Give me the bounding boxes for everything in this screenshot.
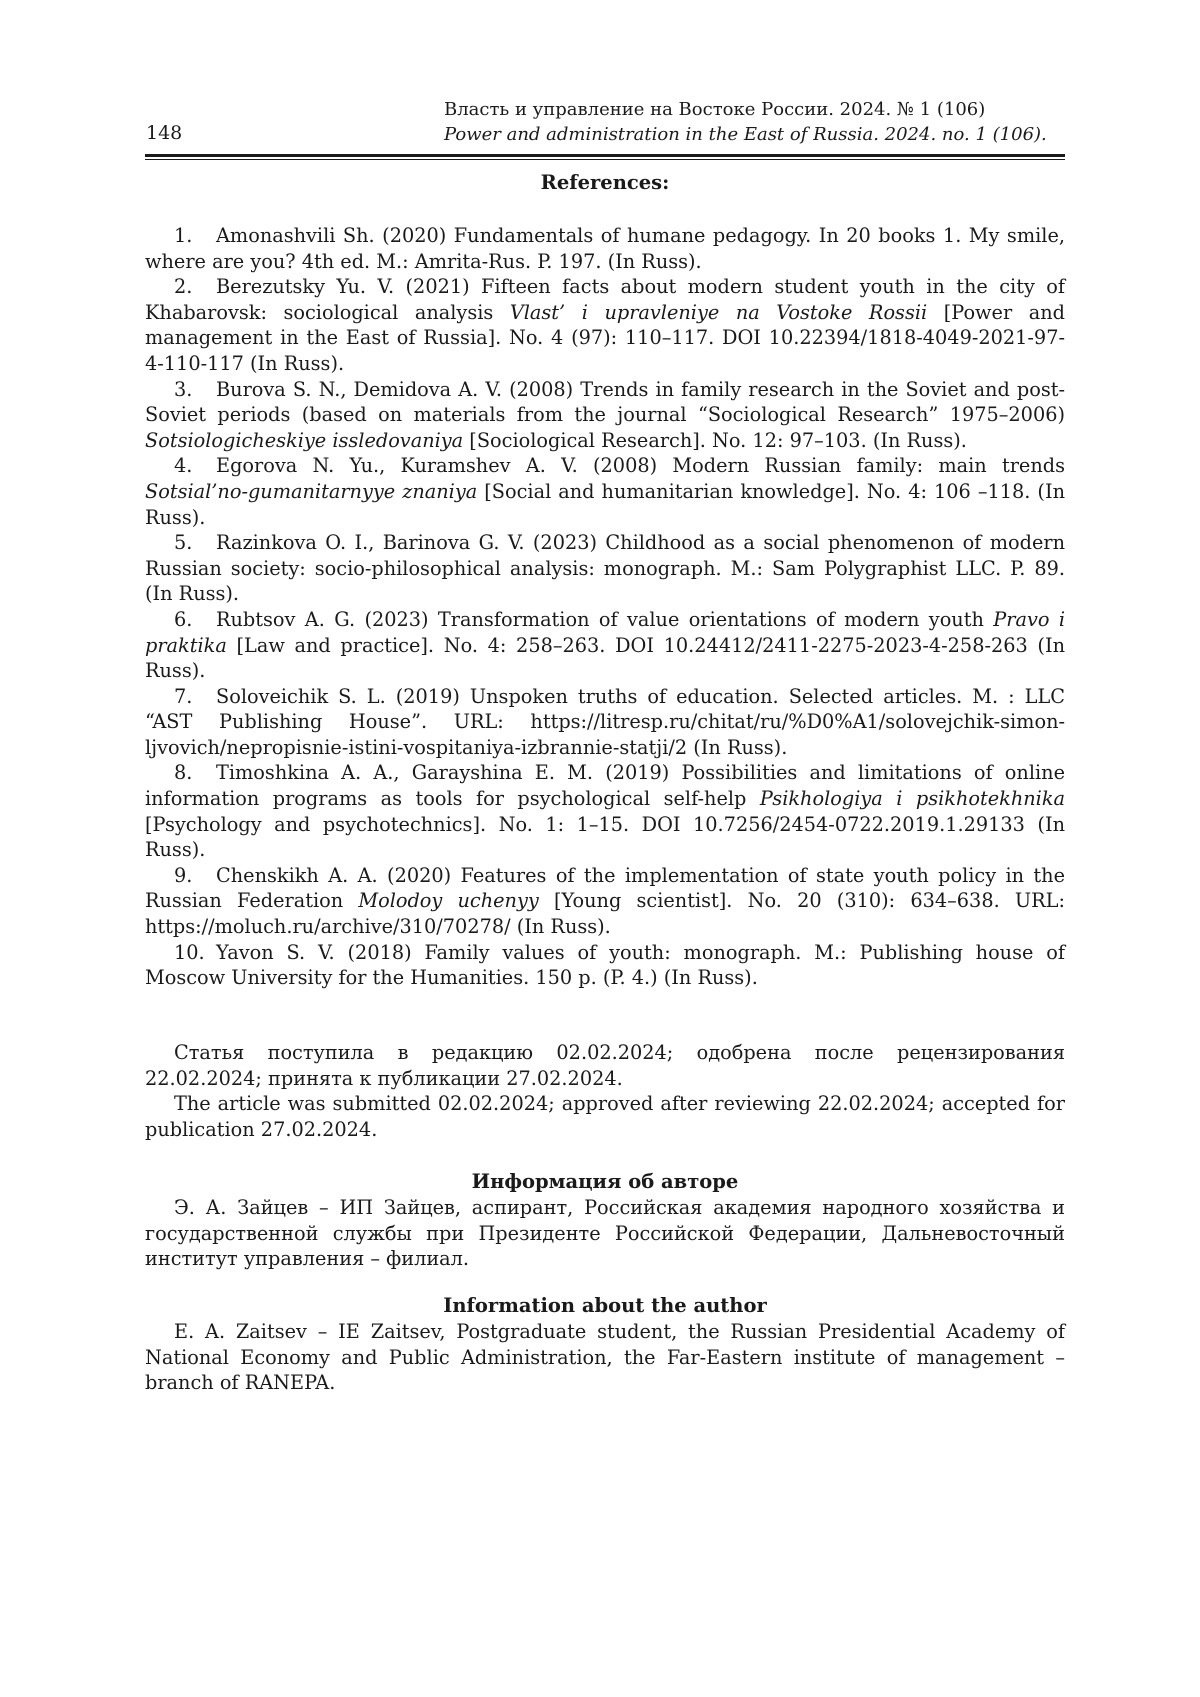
reference-text: Egorova N. Yu., Kuramshev A. V. (2008) Modern Russian family: main trends bbox=[216, 454, 1065, 478]
running-header bbox=[444, 97, 1064, 147]
reference-item bbox=[145, 863, 1065, 940]
reference-text: Rubtsov A. G. (2023) Transformation of value orientations of modern youth bbox=[216, 607, 994, 631]
reference-text-tail: [Social and humanitarian knowledge]. No. 4: 106 –118. (In Russ). bbox=[145, 479, 1065, 529]
reference-text: Timoshkina A. A., Garayshina E. M. (2019) Possibilities and limitations of online information programs as tools for psychological self-help bbox=[145, 761, 1065, 811]
author-heading-ru: Информация об авторе bbox=[471, 1170, 739, 1193]
author-info-ru bbox=[145, 1169, 1065, 1272]
submission-en: The article was submitted 02.02.2024; approved after reviewing 22.02.2024; accepted for publication 27.02.2024. bbox=[145, 1092, 1065, 1141]
reference-item bbox=[145, 530, 1065, 607]
references-section bbox=[145, 170, 1065, 991]
reference-journal-title: Pravo i praktika bbox=[145, 607, 1065, 657]
author-info-en bbox=[145, 1293, 1065, 1396]
references-heading: References: bbox=[540, 171, 670, 194]
reference-item bbox=[145, 940, 1065, 991]
submission-ru: Статья поступила в редакцию 02.02.2024; одобрена после рецензирования 22.02.2024; принята к публикации 27.02.2024. bbox=[145, 1041, 1065, 1090]
reference-item bbox=[145, 607, 1065, 684]
references-list bbox=[145, 223, 1065, 991]
reference-text: Razinkova O. I., Barinova G. V. (2023) Childhood as a social phenomenon of modern Russian society: socio-philosophical analysis: monograph. M.: Sam Polygraphist LLC. P. 89. (In Russ). bbox=[145, 531, 1065, 606]
submission-section bbox=[145, 1040, 1065, 1142]
author-text-en: E. A. Zaitsev – IE Zaitsev, Postgraduate student, the Russian Presidential Academy of National Economy and Public Administration, the Far-Eastern institute of management – branch of RANEPA. bbox=[145, 1320, 1065, 1395]
reference-journal-title: Molodoy uchenyy bbox=[358, 889, 539, 913]
reference-number: 4. bbox=[174, 454, 193, 478]
reference-journal-title: Psikhologiya i psikhotekhnika bbox=[759, 787, 1065, 811]
reference-text-tail: [Sociological Research]. No. 12: 97–103. (In Russ). bbox=[463, 428, 967, 452]
reference-text: Soloveichik S. L. (2019) Unspoken truths of education. Selected articles. M. : LLC “AST Publishing House”. URL: https://litresp.ru/chitat/ru/%D0%A1/solovejchik-simon-ljvovich/nepropisnie-istini-vospitaniya-izbrannie-statji/2 (In Russ). bbox=[145, 684, 1065, 759]
reference-number: 8. bbox=[174, 761, 193, 785]
reference-item bbox=[145, 274, 1065, 376]
reference-number: 6. bbox=[174, 607, 193, 631]
reference-text-tail: [Power and management in the East of Russia]. No. 4 (97): 110–117. DOI 10.22394/1818-4049-2021-97-4-110-117 (In Russ). bbox=[145, 300, 1065, 375]
reference-text: Burova S. N., Demidova A. V. (2008) Trends in family research in the Soviet and post-Soviet periods (based on materials from the journal “Sociological Research” 1975–2006) bbox=[145, 377, 1065, 427]
reference-number: 3. bbox=[174, 377, 193, 401]
reference-item bbox=[145, 223, 1065, 274]
reference-text-tail: [Psychology and psychotechnics]. No. 1: 1–15. DOI 10.7256/2454-0722.2019.1.29133 (In Russ). bbox=[145, 812, 1065, 862]
reference-item bbox=[145, 760, 1065, 862]
reference-item bbox=[145, 684, 1065, 761]
journal-title-en: Power and administration in the East of Russia. 2024. no. 1 (106). bbox=[444, 124, 1047, 145]
reference-text: Yavon S. V. (2018) Family values of youth: monograph. M.: Publishing house of Moscow University for the Humanities. 150 p. (P. 4.) (In Russ). bbox=[145, 940, 1065, 990]
reference-number: 5. bbox=[174, 531, 193, 555]
reference-journal-title: Sotsial’no-gumanitarnyye znaniya bbox=[145, 479, 478, 503]
reference-text-tail: [Law and practice]. No. 4: 258–263. DOI 10.24412/2411-2275-2023-4-258-263 (In Russ). bbox=[145, 633, 1065, 683]
reference-journal-title: Vlast’ i upravleniye na Vostoke Rossii bbox=[509, 300, 928, 324]
author-heading-en: Information about the author bbox=[443, 1294, 767, 1317]
reference-item bbox=[145, 453, 1065, 530]
reference-item bbox=[145, 377, 1065, 454]
author-text-ru: Э. А. Зайцев – ИП Зайцев, аспирант, Российская академия народного хозяйства и государственной службы при Президенте Российской Федерации, Дальневосточный институт управления – филиал. bbox=[145, 1196, 1065, 1271]
reference-number: 9. bbox=[174, 863, 193, 887]
journal-title-ru: Власть и управление на Востоке России. 2024. № 1 (106) bbox=[444, 99, 986, 120]
header-rule-thick bbox=[145, 154, 1065, 157]
page-number: 148 bbox=[146, 122, 183, 144]
reference-number: 2. bbox=[174, 275, 193, 299]
reference-text-tail: [Young scientist]. No. 20 (310): 634–638. URL: https://moluch.ru/archive/310/70278/ (In Russ). bbox=[145, 889, 1065, 939]
reference-text: Amonashvili Sh. (2020) Fundamentals of humane pedagogy. In 20 books 1. My smile, where are you? 4th ed. M.: Amrita-Rus. P. 197. (In Russ). bbox=[145, 224, 1065, 273]
header-rule-thin bbox=[145, 159, 1065, 160]
reference-number: 10. bbox=[174, 940, 205, 964]
reference-number: 7. bbox=[174, 684, 193, 708]
reference-text: Chenskikh A. A. (2020) Features of the implementation of state youth policy in the Russian Federation bbox=[145, 863, 1065, 913]
reference-text: Berezutsky Yu. V. (2021) Fifteen facts about modern student youth in the city of Khabarovsk: sociological analysis bbox=[145, 275, 1065, 324]
reference-journal-title: Sotsiologicheskiye issledovaniya bbox=[145, 428, 464, 452]
reference-number: 1. bbox=[174, 224, 193, 247]
